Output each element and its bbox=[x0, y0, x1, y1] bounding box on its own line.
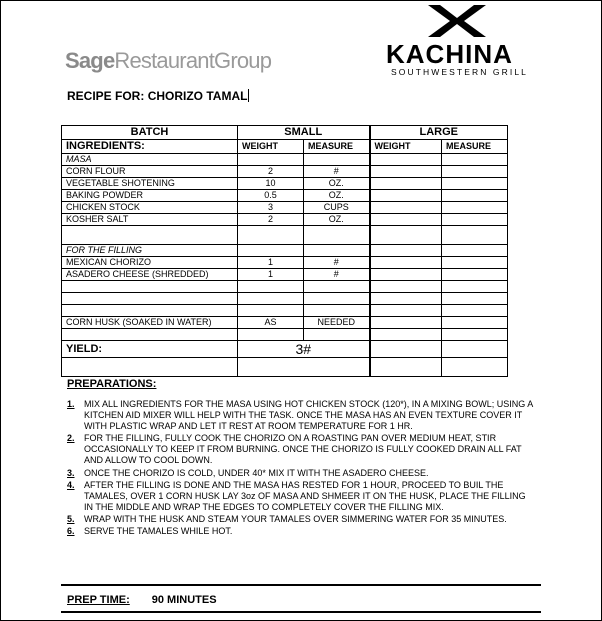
small-weight[interactable] bbox=[238, 305, 304, 317]
large-measure[interactable] bbox=[442, 257, 508, 269]
large-measure[interactable] bbox=[442, 214, 508, 226]
small-measure[interactable] bbox=[304, 329, 370, 341]
large-weight[interactable] bbox=[370, 317, 442, 329]
table-row bbox=[62, 245, 508, 257]
small-weight[interactable]: 0.5 bbox=[238, 190, 304, 202]
blank-cell[interactable] bbox=[442, 358, 508, 377]
ingredient-name[interactable]: MEXICAN CHORIZO bbox=[62, 257, 238, 269]
small-measure[interactable]: # bbox=[304, 269, 370, 281]
ingredient-name[interactable]: MASA bbox=[62, 154, 238, 166]
list-item bbox=[67, 526, 533, 537]
blank-cell[interactable] bbox=[62, 358, 238, 377]
small-measure[interactable] bbox=[304, 154, 370, 166]
table-row bbox=[62, 257, 508, 269]
step-number: 4. bbox=[67, 479, 75, 490]
table-header-row bbox=[62, 126, 508, 140]
table-row bbox=[62, 202, 508, 214]
small-weight[interactable]: 3 bbox=[238, 202, 304, 214]
step-text: FOR THE FILLING, FULLY COOK THE CHORIZO ON A ROASTING PAN OVER MEDIUM HEAT, STIR OCCASIONALLY TO KEEP IT FROM BURNING. ONCE THE CHORIZO IS FULLY COOKED DRAIN ALL FAT AND ALLOW TO COOL DOWN. bbox=[84, 433, 522, 466]
small-header: SMALL bbox=[238, 126, 370, 140]
large-measure[interactable] bbox=[442, 329, 508, 341]
large-measure[interactable] bbox=[442, 305, 508, 317]
sage-logo-bold: Sage bbox=[65, 48, 115, 73]
large-weight[interactable] bbox=[370, 269, 442, 281]
table-row bbox=[62, 214, 508, 226]
sage-restaurant-group-logo bbox=[65, 48, 271, 74]
large-measure[interactable] bbox=[442, 281, 508, 293]
large-measure[interactable] bbox=[442, 245, 508, 257]
small-weight[interactable] bbox=[238, 154, 304, 166]
small-weight[interactable]: 10 bbox=[238, 178, 304, 190]
table-row bbox=[62, 358, 508, 377]
ingredient-name[interactable] bbox=[62, 293, 238, 305]
small-weight[interactable]: AS bbox=[238, 317, 304, 329]
large-measure[interactable] bbox=[442, 317, 508, 329]
small-measure[interactable]: OZ. bbox=[304, 214, 370, 226]
large-measure[interactable] bbox=[442, 269, 508, 281]
recipe-label: RECIPE FOR: bbox=[67, 89, 145, 103]
yield-large-weight[interactable] bbox=[370, 341, 442, 358]
text-cursor bbox=[248, 89, 249, 102]
table-row bbox=[62, 293, 508, 305]
large-measure[interactable] bbox=[442, 226, 508, 245]
sage-logo-rest: RestaurantGroup bbox=[114, 48, 272, 73]
large-header: LARGE bbox=[370, 126, 508, 140]
ingredients-header: INGREDIENTS: bbox=[62, 140, 238, 154]
step-text: SERVE THE TAMALES WHILE HOT. bbox=[84, 526, 233, 537]
prep-time bbox=[67, 594, 217, 606]
ingredient-name[interactable]: BAKING POWDER bbox=[62, 190, 238, 202]
yield-large-measure[interactable] bbox=[442, 341, 508, 358]
ingredient-name[interactable] bbox=[62, 305, 238, 317]
large-weight-header: WEIGHT bbox=[370, 140, 442, 154]
small-measure[interactable]: NEEDED bbox=[304, 317, 370, 329]
prep-time-value: 90 MINUTES bbox=[151, 594, 217, 606]
ingredient-name[interactable]: CORN HUSK (SOAKED IN WATER) bbox=[62, 317, 238, 329]
small-weight[interactable] bbox=[238, 281, 304, 293]
preparations-heading: PREPARATIONS: bbox=[67, 378, 157, 390]
small-measure[interactable]: OZ. bbox=[304, 178, 370, 190]
large-weight[interactable] bbox=[370, 226, 442, 245]
blank-cell[interactable] bbox=[238, 358, 370, 377]
small-measure[interactable]: OZ. bbox=[304, 190, 370, 202]
kachina-logo-icon bbox=[426, 3, 488, 39]
large-weight[interactable] bbox=[370, 202, 442, 214]
large-weight[interactable] bbox=[370, 214, 442, 226]
step-number: 3. bbox=[67, 467, 75, 478]
yield-row bbox=[62, 341, 508, 358]
large-weight[interactable] bbox=[370, 154, 442, 166]
table-row bbox=[62, 178, 508, 190]
small-measure[interactable] bbox=[304, 281, 370, 293]
table-row bbox=[62, 281, 508, 293]
step-text: ONCE THE CHORIZO IS COLD, UNDER 40* MIX IT WITH THE ASADERO CHEESE. bbox=[84, 467, 429, 478]
ingredient-name[interactable] bbox=[62, 281, 238, 293]
table-row bbox=[62, 317, 508, 329]
small-weight[interactable]: 2 bbox=[238, 166, 304, 178]
kachina-logo-name: KACHINA bbox=[386, 39, 513, 69]
small-weight-header: WEIGHT bbox=[238, 140, 304, 154]
list-item bbox=[67, 480, 533, 513]
batch-header: BATCH bbox=[62, 126, 238, 140]
ingredient-name[interactable]: ASADERO CHEESE (SHREDDED) bbox=[62, 269, 238, 281]
large-measure-header: MEASURE bbox=[442, 140, 508, 154]
large-weight[interactable] bbox=[370, 281, 442, 293]
small-measure[interactable] bbox=[304, 245, 370, 257]
small-weight[interactable]: 2 bbox=[238, 214, 304, 226]
table-row bbox=[62, 329, 508, 341]
step-text: WRAP WITH THE HUSK AND STEAM YOUR TAMALES OVER SIMMERING WATER FOR 35 MINUTES. bbox=[84, 513, 507, 524]
large-weight[interactable] bbox=[370, 245, 442, 257]
large-weight[interactable] bbox=[370, 166, 442, 178]
yield-value[interactable]: 3# bbox=[238, 341, 370, 358]
table-row bbox=[62, 154, 508, 166]
step-text: MIX ALL INGREDIENTS FOR THE MASA USING HOT CHICKEN STOCK (120*), IN A MIXING BOWL; USING A KITCHEN AID MIXER WILL HELP WITH THE TASK. ONCE THE MASA HAS AN EVEN TEXTURE COVER IT WITH PLASTIC WRAP AND LET IT REST AT ROOM TEMPERATURE FOR 1 HR. bbox=[84, 399, 533, 432]
small-weight[interactable] bbox=[238, 329, 304, 341]
ingredient-name[interactable]: VEGETABLE SHOTENING bbox=[62, 178, 238, 190]
large-weight[interactable] bbox=[370, 329, 442, 341]
ingredient-name[interactable]: CHICKEN STOCK bbox=[62, 202, 238, 214]
table-subheader-row bbox=[62, 140, 508, 154]
large-measure[interactable] bbox=[442, 293, 508, 305]
preparation-steps bbox=[67, 399, 533, 538]
small-measure[interactable] bbox=[304, 226, 370, 245]
prep-time-label: PREP TIME: bbox=[67, 594, 130, 606]
large-measure[interactable] bbox=[442, 166, 508, 178]
step-number: 2. bbox=[67, 433, 75, 444]
recipe-title[interactable] bbox=[67, 89, 249, 103]
kachina-logo-subtitle: SOUTHWESTERN GRILL bbox=[391, 67, 528, 77]
large-weight[interactable] bbox=[370, 293, 442, 305]
step-number: 5. bbox=[67, 513, 75, 524]
table-row bbox=[62, 226, 508, 245]
table-row bbox=[62, 190, 508, 202]
small-measure[interactable]: # bbox=[304, 257, 370, 269]
small-measure[interactable]: # bbox=[304, 166, 370, 178]
ingredient-name[interactable]: KOSHER SALT bbox=[62, 214, 238, 226]
large-weight[interactable] bbox=[370, 257, 442, 269]
large-measure[interactable] bbox=[442, 190, 508, 202]
large-measure[interactable] bbox=[442, 154, 508, 166]
table-row bbox=[62, 269, 508, 281]
table-row bbox=[62, 166, 508, 178]
small-measure[interactable] bbox=[304, 305, 370, 317]
small-measure[interactable]: CUPS bbox=[304, 202, 370, 214]
ingredient-name[interactable] bbox=[62, 226, 238, 245]
small-measure[interactable] bbox=[304, 293, 370, 305]
large-weight[interactable] bbox=[370, 305, 442, 317]
list-item bbox=[67, 468, 533, 479]
large-weight[interactable] bbox=[370, 190, 442, 202]
small-weight[interactable] bbox=[238, 293, 304, 305]
ingredient-name[interactable]: FOR THE FILLING bbox=[62, 245, 238, 257]
large-measure[interactable] bbox=[442, 178, 508, 190]
recipe-name: CHORIZO TAMAL bbox=[147, 89, 248, 103]
table-row bbox=[62, 305, 508, 317]
blank-cell[interactable] bbox=[370, 358, 442, 377]
large-weight[interactable] bbox=[370, 178, 442, 190]
yield-label: YIELD: bbox=[62, 341, 238, 358]
small-weight[interactable]: 1 bbox=[238, 257, 304, 269]
list-item bbox=[67, 514, 533, 525]
ingredient-name[interactable] bbox=[62, 329, 238, 341]
divider bbox=[61, 611, 541, 613]
small-weight[interactable]: 1 bbox=[238, 269, 304, 281]
small-measure-header: MEASURE bbox=[304, 140, 370, 154]
large-measure[interactable] bbox=[442, 202, 508, 214]
list-item bbox=[67, 399, 533, 432]
step-number: 1. bbox=[67, 399, 75, 409]
list-item bbox=[67, 433, 533, 466]
small-weight[interactable] bbox=[238, 226, 304, 245]
small-weight[interactable] bbox=[238, 245, 304, 257]
ingredient-name[interactable]: CORN FLOUR bbox=[62, 166, 238, 178]
step-number: 6. bbox=[67, 526, 75, 537]
recipe-table bbox=[61, 125, 508, 377]
step-text: AFTER THE FILLING IS DONE AND THE MASA HAS RESTED FOR 1 HOUR, PROCEED TO BUIL THE TAMALES, OVER 1 CORN HUSK LAY 3oz OF MASA AND SHMEER IT ON THE HUSK, PLACE THE FILLING IN THE MIDDLE AND WRAP THE EDGES TO COMPLETELY COVER THE FILLING MIX. bbox=[84, 479, 526, 512]
divider bbox=[61, 584, 541, 586]
